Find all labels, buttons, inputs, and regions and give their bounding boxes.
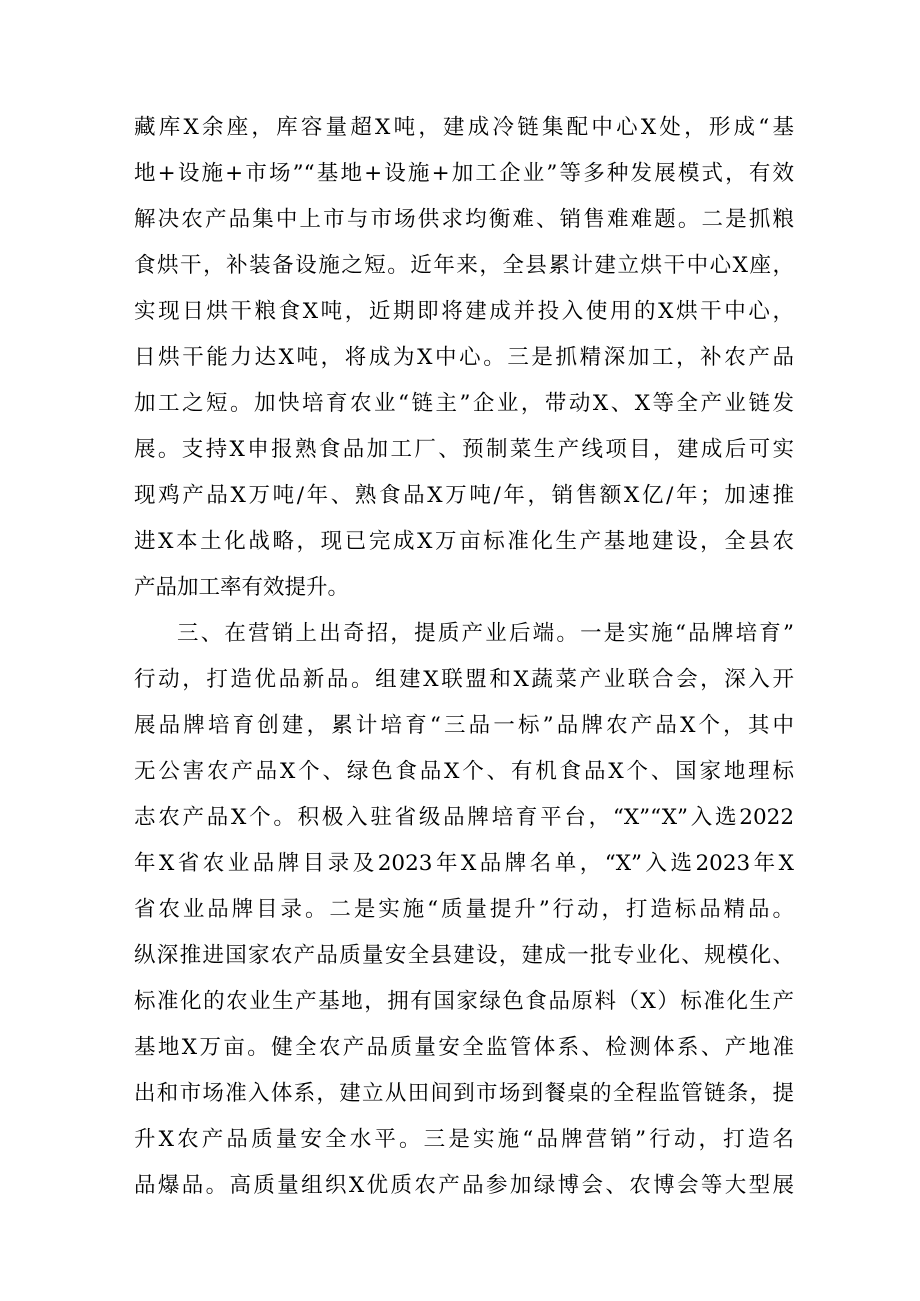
text-line: 展。支持X申报熟食品加工厂、预制菜生产线项目，建成后可实 xyxy=(134,437,794,462)
text-line: 加工之短。加快培育农业“链主”企业，带动X、X等全产业链发 xyxy=(134,391,794,416)
text-line: 年X省农业品牌目录及2023年X品牌名单，“X”入选2023年X xyxy=(134,851,794,876)
text-line: 标准化的农业生产基地，拥有国家绿色食品原料（X）标准化生产 xyxy=(134,989,794,1014)
body-text xyxy=(134,105,794,1209)
text-line: 省农业品牌目录。二是实施“质量提升”行动，打造标品精品。 xyxy=(134,897,794,922)
text-line: 行动，打造优品新品。组建X联盟和X蔬菜产业联合会，深入开 xyxy=(134,667,794,692)
text-line: 产品加工率有效提升。 xyxy=(134,575,350,600)
section-heading-line: 三、在营销上出奇招，提质产业后端。一是实施“品牌培育” xyxy=(177,621,794,646)
text-line: 志农产品X个。积极入驻省级品牌培育平台，“X”“X”入选2022 xyxy=(134,805,794,830)
text-line: 基地X万亩。健全农产品质量安全监管体系、检测体系、产地准 xyxy=(134,1035,794,1060)
text-line: 地+设施+市场”“基地+设施+加工企业”等多种发展模式，有效 xyxy=(134,161,794,186)
text-line: 升X农产品质量安全水平。三是实施“品牌营销”行动，打造名 xyxy=(134,1127,794,1152)
text-line: 实现日烘干粮食X吨，近期即将建成并投入使用的X烘干中心， xyxy=(134,299,794,324)
text-line: 纵深推进国家农产品质量安全县建设，建成一批专业化、规模化、 xyxy=(134,943,794,968)
text-line: 展品牌培育创建，累计培育“三品一标”品牌农产品X个，其中 xyxy=(134,713,794,738)
text-line: 品爆品。高质量组织X优质农产品参加绿博会、农博会等大型展 xyxy=(134,1173,794,1198)
text-line: 解决农产品集中上市与市场供求均衡难、销售难难题。二是抓粮 xyxy=(134,207,794,232)
text-line: 出和市场准入体系，建立从田间到市场到餐桌的全程监管链条，提 xyxy=(134,1081,794,1106)
text-line: 无公害农产品X个、绿色食品X个、有机食品X个、国家地理标 xyxy=(134,759,794,784)
text-line: 进X本土化战略，现已完成X万亩标准化生产基地建设，全县农 xyxy=(134,529,794,554)
text-line: 藏库X余座，库容量超X吨，建成冷链集配中心X处，形成“基 xyxy=(134,115,794,140)
text-line: 食烘干，补装备设施之短。近年来，全县累计建立烘干中心X座， xyxy=(134,253,794,278)
text-line: 日烘干能力达X吨，将成为X中心。三是抓精深加工，补农产品 xyxy=(134,345,794,370)
text-line: 现鸡产品X万吨/年、熟食品X万吨/年，销售额X亿/年；加速推 xyxy=(134,483,794,508)
